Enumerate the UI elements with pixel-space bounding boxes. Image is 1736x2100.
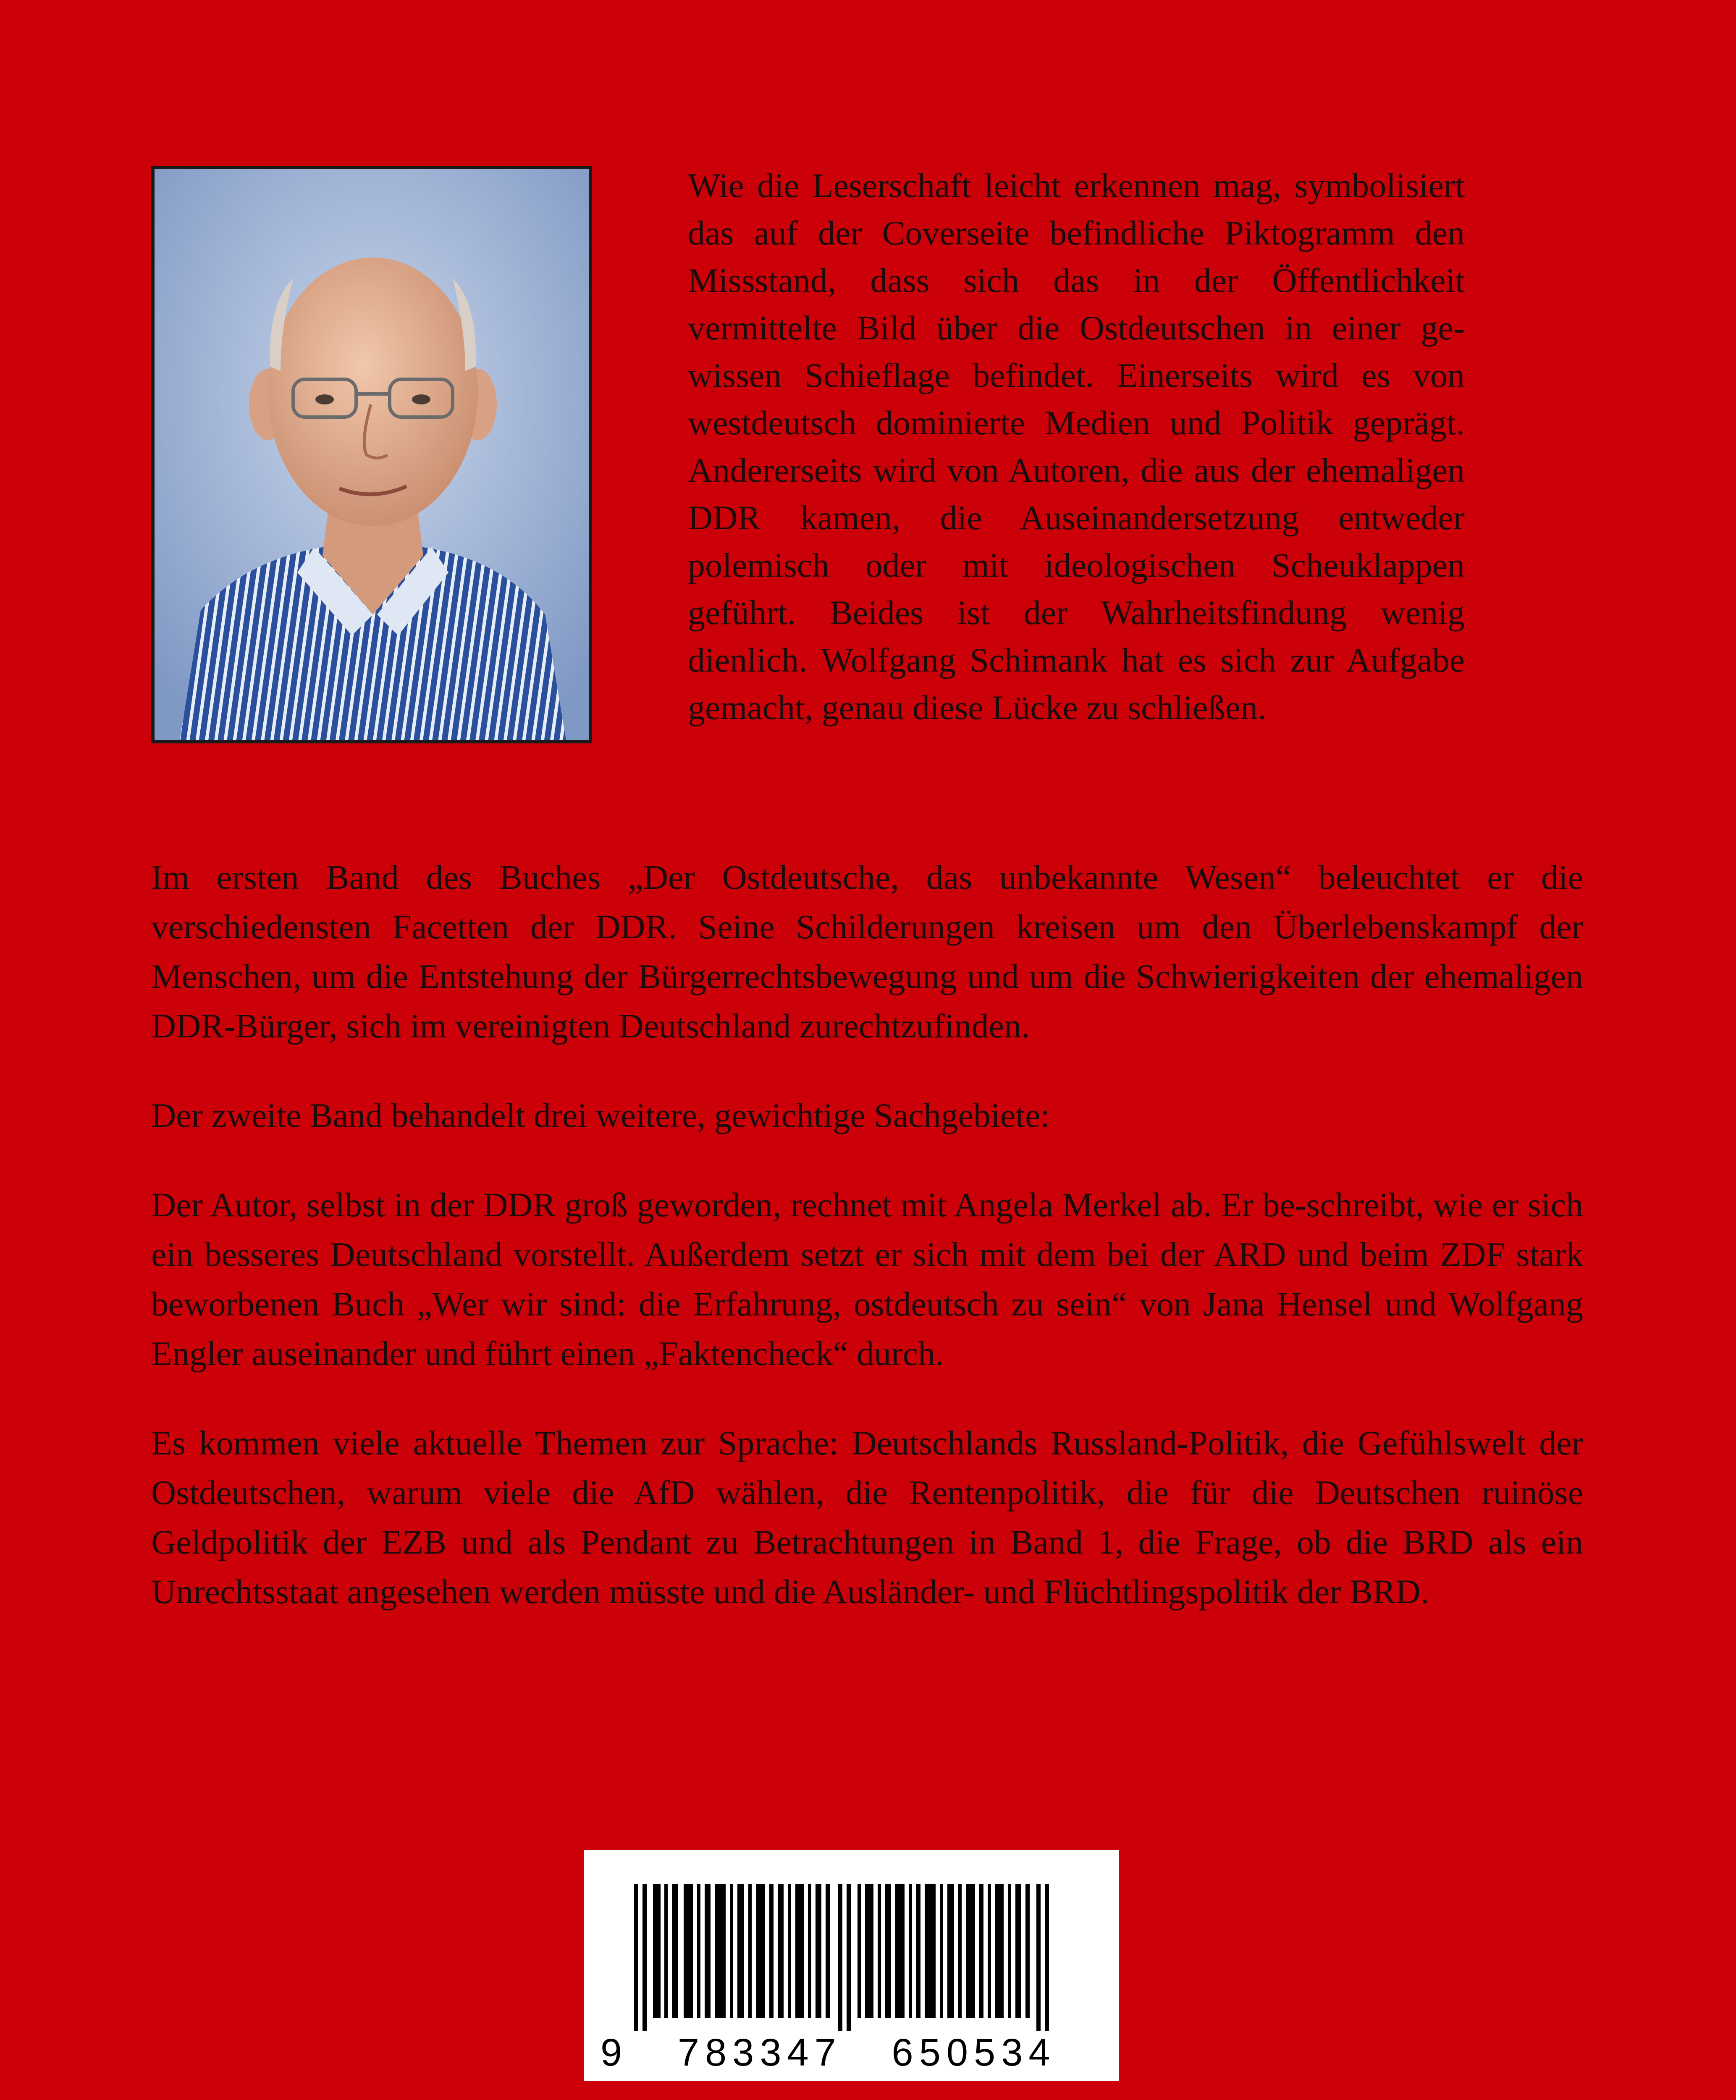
intro-text: Wie die Leserschaft leicht erkennen mag, symbolisiert das auf der Coverseite befindliche Piktogramm den Missstand, dass sich das in der Öffentlichkeit vermittelte Bild über die Ostdeutschen in einer gewissen Schieflage befindet. Einerseits wird es von westdeutsch dominierte Medien und Politik geprägt. Andererseits wird von Autoren, die aus der ehemaligen DDR kamen, die Auseinandersetzung entweder polemisch oder mit ideologischen Scheuklappen geführt. Beides ist der Wahrheitsfindung wenig dienlich. Wolfgang Schimank hat es sich zur Aufgabe gemacht, genau diese Lücke zu schließen. (688, 166, 1465, 727)
author-portrait (151, 166, 592, 743)
body-paragraph-2: Der zweite Band behandelt drei weitere, gewichtige Sachgebiete: (151, 1096, 1050, 1134)
body-text (151, 853, 1583, 1656)
author-portrait-icon (155, 169, 589, 740)
barcode-icon (584, 1850, 1119, 2035)
isbn-number: 9 783347 650534 (601, 2031, 1056, 2074)
body-paragraph-3: Der Autor, selbst in der DDR groß geworden, rechnet mit Angela Merkel ab. Er be-schreibt, wie er sich ein besseres Deutschland vorstellt. Außerdem setzt er sich mit dem bei der ARD und beim ZDF stark beworbenen Buch „Wer wir sind: die Erfahrung, ostdeutsch zu sein“ von Jana Hensel und Wolfgang Engler auseinander und führt einen „Faktencheck“ durch. (151, 1186, 1583, 1373)
body-paragraph-1: Im ersten Band des Buches „Der Ostdeutsche, das unbekannte Wesen“ beleuchtet er die verschiedensten Facetten der DDR. Seine Schilderungen kreisen um den Überlebenskampf der Menschen, um die Entstehung der Bürgerrechtsbewegung und um die Schwierigkeiten der ehemaligen DDR-Bürger, sich im vereinigten Deutschland zurechtzufinden. (151, 858, 1583, 1045)
isbn-barcode (584, 1850, 1119, 2081)
body-paragraph-4: Es kommen viele aktuelle Themen zur Sprache: Deutschlands Russland-Politik, die Gefühlswelt der Ostdeutschen, warum viele die AfD wählen, die Rentenpolitik, die für die Deutschen ruinöse Geldpolitik der EZB und als Pendant zu Betrachtungen in Band 1, die Frage, ob die BRD als ein Unrechtsstaat angesehen werden müsste und die Ausländer- und Flüchtlingspolitik der BRD. (151, 1424, 1583, 1611)
